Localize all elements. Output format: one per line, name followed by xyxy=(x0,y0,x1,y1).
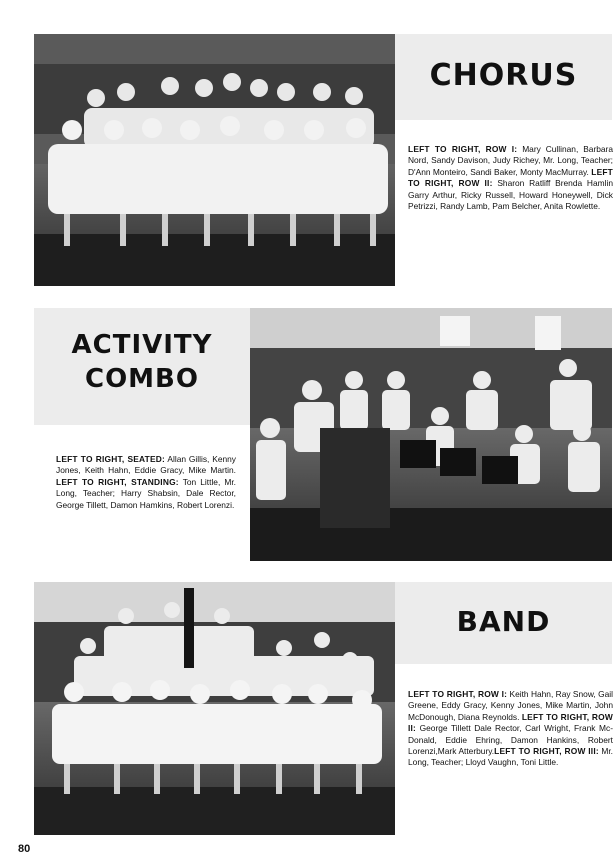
combo-photo xyxy=(250,308,612,561)
combo-caption-seated-names: Allan Gillis, Kenny Jones, Keith Hahn, Eddie Gracy, Mike Martin. xyxy=(56,454,236,476)
chorus-caption xyxy=(408,144,613,212)
combo-title-line1: ACTIVITY xyxy=(71,330,213,360)
combo-caption-standing-label: LEFT TO RIGHT, STANDING: xyxy=(56,476,179,487)
band-caption-row3-names: Mr. Long, Teacher; Lloyd Vaughn, Toni Little. xyxy=(408,746,613,768)
chorus-caption-row2-label: LEFT TO RIGHT, ROW II: xyxy=(408,166,613,189)
combo-title-line2: COMBO xyxy=(85,364,199,394)
band-caption-row1-names: Keith Hahn, Ray Snow, Gail Greene, Eddy Gracy, Kenny Jones, Mike Martin, John McDonough, Diana Reynolds. xyxy=(408,689,613,722)
combo-caption xyxy=(56,454,236,511)
chorus-caption-row2-names: Sharon Ratliff Brenda Hamlin Garry Arthur, Ricky Russell, Howard Honeywell, Dick Petrizzi, Randy Lamb, Pam Belcher, Anita Rowlette. xyxy=(408,178,613,212)
combo-title xyxy=(34,328,250,396)
chorus-caption-row1-names: Mary Cullinan, Barbara Nord, Sandy Davison, Judy Richey, Mr. Long, Teacher; D'Ann Monteiro, Sandi Baker, Monty MacMurray. xyxy=(408,144,613,177)
activity-combo-photo-icon xyxy=(250,308,612,561)
band-caption-row1-label: LEFT TO RIGHT, ROW I: xyxy=(408,689,508,699)
chorus-caption-row1-label: LEFT TO RIGHT, ROW I: xyxy=(408,144,518,154)
band-caption-row3-label: LEFT TO RIGHT, ROW III: xyxy=(494,746,599,757)
chorus-title: CHORUS xyxy=(429,58,578,93)
band-group-photo-icon xyxy=(34,582,395,835)
band-photo xyxy=(34,582,395,835)
band-caption-row2-label: LEFT TO RIGHT, ROW II: xyxy=(408,711,613,734)
combo-caption-standing-names: Ton Little, Mr. Long, Teacher; Harry Shabsin, Dale Rector, George Tillett, Damon Hamkins, Robert Lorenzi. xyxy=(56,476,236,510)
band-caption-row2-names: George Tillett Dale Rector, Carl Wright, Frank Mc-Donald, Eddie Ehring, Damon Hankins, Robert Lorenzi,Mark Atterbury. xyxy=(408,723,613,757)
page-number: 80 xyxy=(18,843,31,855)
combo-caption-seated-label: LEFT TO RIGHT, SEATED: xyxy=(56,454,166,464)
chorus-group-photo-icon xyxy=(34,34,395,286)
chorus-photo xyxy=(34,34,395,286)
band-caption xyxy=(408,689,613,769)
band-title: BAND xyxy=(456,605,551,638)
